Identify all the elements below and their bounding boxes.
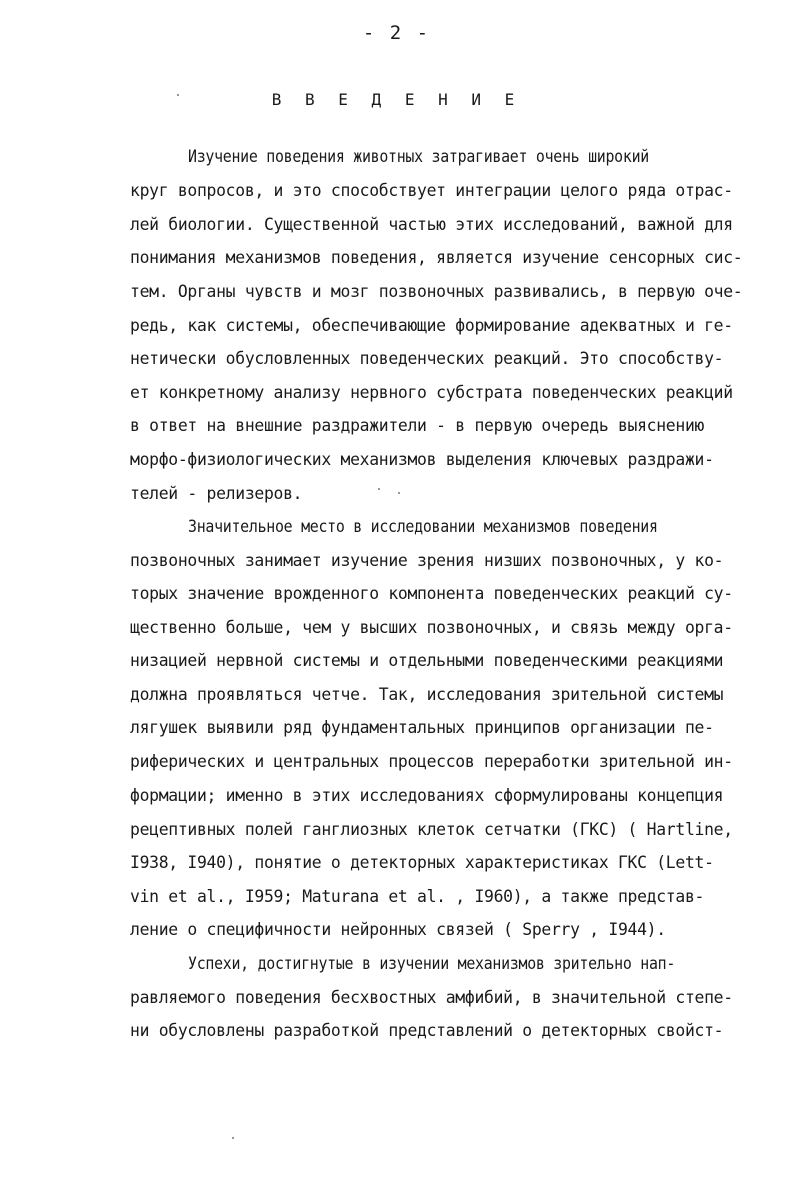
scan-speck: [177, 94, 179, 96]
text-line: риферических и центральных процессов переработки зрительной ин-: [130, 752, 733, 771]
scan-speck: [378, 488, 380, 490]
text-line: понимания механизмов поведения, является изучение сенсорных сис-: [130, 248, 743, 267]
page-number: - 2 -: [362, 22, 431, 44]
text-line: редь, как системы, обеспечивающие формирование адекватных и ге-: [130, 316, 733, 335]
text-line: Значительное место в исследовании механизмов поведения: [188, 517, 658, 536]
text-line: круг вопросов, и это способствует интеграции целого ряда отрас-: [130, 181, 733, 200]
text-line: Изучение поведения животных затрагивает очень широкий: [188, 147, 649, 166]
text-line: нетически обусловленных поведенческих реакций. Это способству-: [130, 349, 724, 368]
text-line: Успехи, достигнутые в изучении механизмов зрительно нап-: [188, 954, 676, 973]
scan-speck: [398, 492, 400, 494]
text-line: тем. Органы чувств и мозг позвоночных развивались, в первую оче-: [130, 282, 743, 301]
text-line: лей биологии. Существенной частью этих исследований, важной для: [130, 215, 733, 234]
text-line: торых значение врожденного компонента поведенческих реакций су-: [130, 584, 733, 603]
text-line: ни обусловлены разработкой представлений о детекторных свойст-: [130, 1021, 724, 1040]
text-line: ление о специфичности нейронных связей ( Sperry , I944).: [130, 920, 666, 939]
text-line: позвоночных занимает изучение зрения низших позвоночных, у ко-: [130, 551, 724, 570]
text-line: vin et al., I959; Maturana et al. , I960), а также представ-: [130, 887, 705, 906]
text-line: рецептивных полей ганглиозных клеток сетчатки (ГКС) ( Hartline,: [130, 820, 733, 839]
text-line: ет конкретному анализу нервного субстрата поведенческих реакций: [130, 383, 733, 402]
text-line: должна проявляться четче. Так, исследования зрительной системы: [130, 685, 724, 704]
text-line: лягушек выявили ряд фундаментальных принципов организации пе-: [130, 718, 714, 737]
text-line: в ответ на внешние раздражители - в первую очередь выяснению: [130, 416, 705, 435]
text-line: равляемого поведения бесхвостных амфибий, в значительной степе-: [130, 988, 733, 1007]
text-line: щественно больше, чем у высших позвоночных, и связь между орга-: [130, 618, 733, 637]
text-line: низацией нервной системы и отдельными поведенческими реакциями: [130, 651, 724, 670]
text-line: морфо-физиологических механизмов выделения ключевых раздражи-: [130, 450, 714, 469]
text-line: формации; именно в этих исследованиях сформулированы концепция: [130, 786, 724, 805]
text-line: I938, I940), понятие о детекторных характеристиках ГКС (Lett-: [130, 853, 714, 872]
scan-speck: [232, 1137, 234, 1139]
text-line: телей - релизеров.: [130, 484, 303, 503]
section-heading: В В Е Д Е Н И Е: [271, 90, 522, 109]
